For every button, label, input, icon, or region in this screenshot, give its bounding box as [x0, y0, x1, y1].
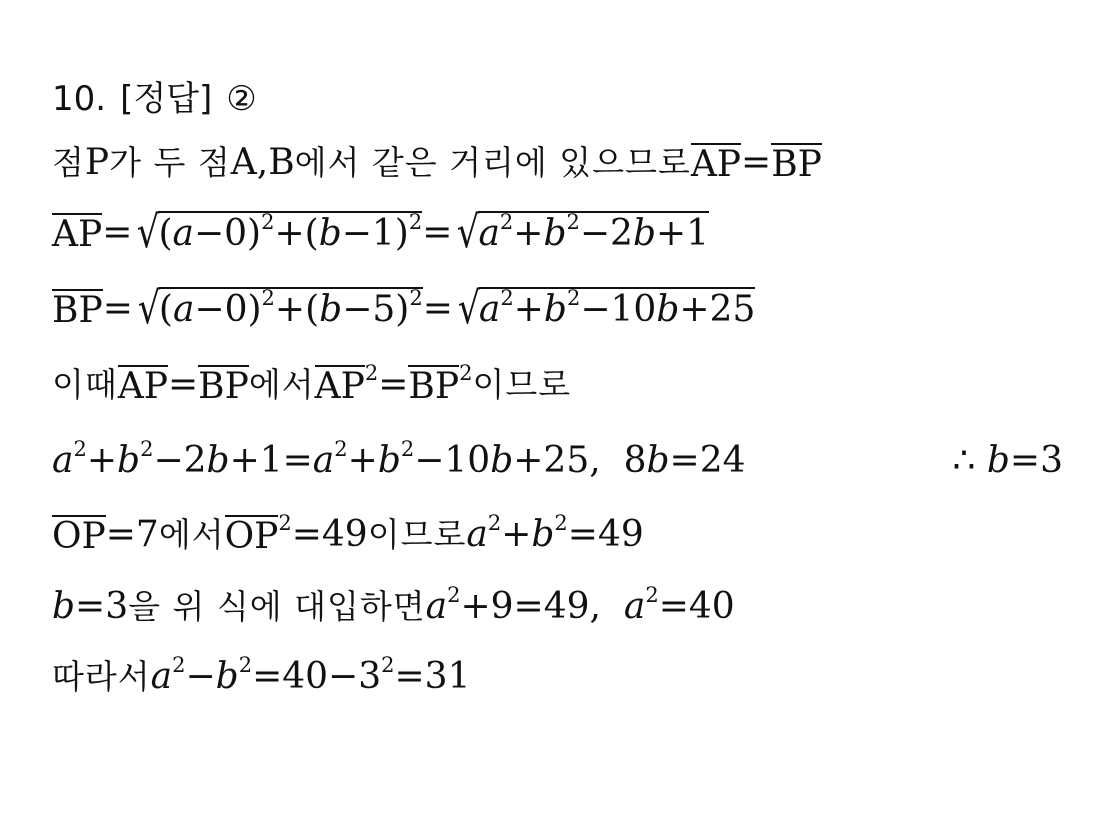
sqrt-sign: √ — [137, 207, 160, 258]
answer-choice: ② — [226, 79, 257, 119]
statement-text-2: 가 두 점 — [109, 143, 231, 182]
problem-number: 10. — [52, 79, 107, 119]
statement-line — [52, 140, 1063, 186]
equals-sign: = — [102, 288, 133, 329]
substituted-equation: $a^2+9=49$, $a^2=40$ — [425, 583, 735, 627]
text-therefore: 따라서 — [52, 657, 151, 696]
op-value: =7 — [105, 514, 159, 555]
point-p: P — [84, 142, 110, 183]
ap-distance-line — [52, 207, 1063, 258]
segment-ap-squared: AP — [314, 365, 365, 407]
problem-header — [52, 76, 1063, 122]
equals-sign: = — [102, 212, 133, 253]
point-b: B — [268, 142, 295, 183]
bp-distance-line — [52, 283, 1063, 334]
sqrt-expression — [454, 207, 710, 258]
segment-ap: AP — [117, 365, 168, 407]
sqrt-body: $a^2+b^2-2b+1$ — [478, 210, 710, 254]
segment-op-squared: OP — [224, 515, 279, 557]
b-equals-3: b=3 — [52, 586, 129, 627]
sqrt-body: $(a-0)^2+(b-1)^2$ — [158, 210, 423, 254]
segment-bp: BP — [771, 143, 822, 185]
equals-sign: = — [422, 212, 453, 253]
sqrt-body: $a^2+b^2-10b+25$ — [478, 286, 756, 330]
equals-sign: = — [378, 364, 409, 405]
op-line: OP =7 에서 OP $^2$ =49 이므로 $a^2+b^2=49$ — [52, 511, 644, 557]
equals-sign: = — [741, 142, 772, 183]
sqrt-expression — [455, 283, 756, 334]
point-a: A — [230, 142, 257, 183]
segment-bp: BP — [52, 289, 103, 331]
segment-bp: BP — [198, 365, 249, 407]
equality-line: 이때 AP = BP 에서 AP $^2$ = BP $^2$ 이므로 — [52, 361, 572, 407]
segment-bp-squared: BP — [408, 365, 460, 407]
text-since: 이므로 — [367, 515, 467, 554]
sqrt-sign: √ — [137, 283, 161, 334]
substitute-line — [52, 584, 1063, 630]
answer-tag: [정답] — [120, 79, 213, 119]
op-squared-value: =49 — [291, 514, 368, 555]
therefore-result: ∴ b=3 — [952, 440, 1063, 481]
segment-ap: AP — [52, 213, 103, 255]
final-line — [52, 654, 1063, 700]
sqrt-expression — [135, 283, 423, 334]
equals-sign: = — [168, 364, 199, 405]
statement-text-3: 에서 같은 거리에 있으므로 — [294, 143, 691, 182]
statement-text-1: 점 — [52, 143, 85, 182]
text-from: 에서 — [158, 515, 225, 554]
text-since: 이므로 — [472, 365, 572, 404]
text-then: 이때 — [52, 365, 118, 404]
final-result: $a^2-b^2=40-3^2=31$ — [150, 653, 471, 697]
text-substitute: 을 위 식에 대입하면 — [128, 587, 426, 626]
sqrt-expression — [134, 207, 423, 258]
sum-squares: $a^2+b^2=49$ — [466, 511, 644, 555]
equation-b: $a^2+b^2-2b+1=a^2+b^2-10b+25$, 8b=24 — [52, 437, 746, 481]
equals-sign: = — [422, 288, 453, 329]
text-from: 에서 — [248, 365, 315, 404]
sqrt-sign: √ — [457, 283, 481, 334]
solve-b-line — [52, 438, 1063, 484]
sqrt-body: $(a-0)^2+(b-5)^2$ — [158, 286, 423, 330]
segment-ap: AP — [690, 143, 742, 185]
sqrt-sign: √ — [457, 207, 480, 258]
comma: , — [256, 142, 269, 183]
segment-op: OP — [52, 515, 106, 557]
